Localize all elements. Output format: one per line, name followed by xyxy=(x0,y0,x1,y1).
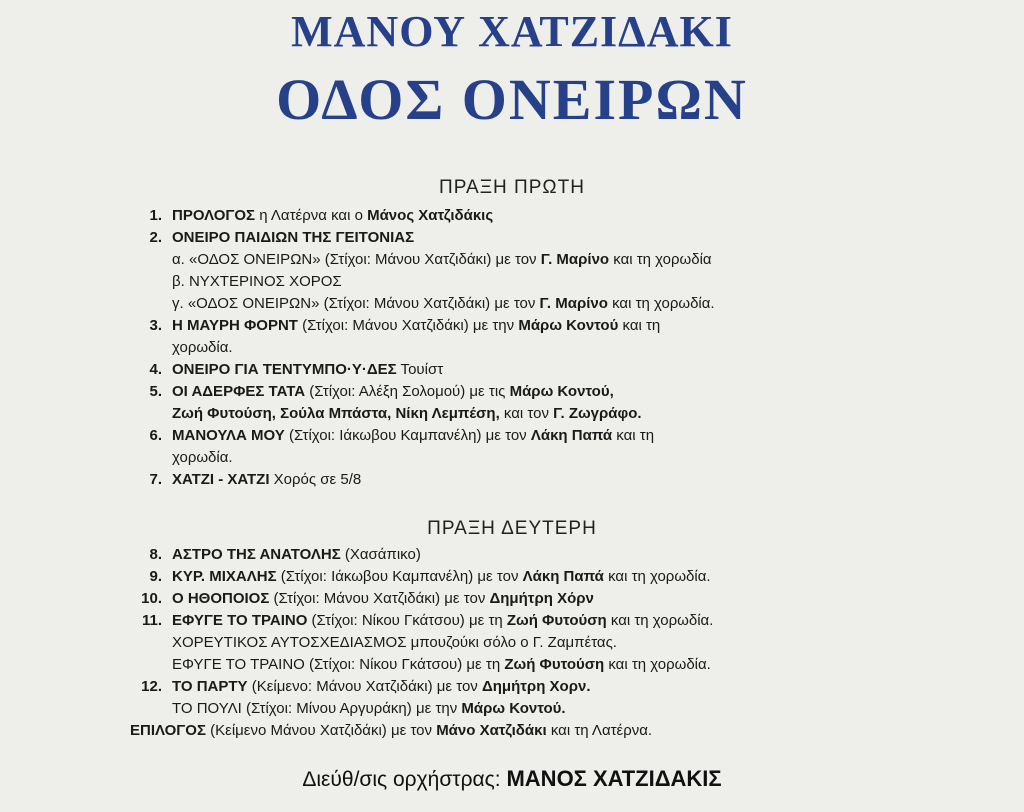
act-one-tracklist xyxy=(0,205,1024,491)
track-number: 5. xyxy=(149,383,162,400)
track-bold-text: Μάνο Χατζιδάκι xyxy=(436,722,547,739)
track-number: 10. xyxy=(141,590,162,607)
track-text xyxy=(172,447,233,469)
track-bold-text: Μάρω Κοντού. xyxy=(461,700,566,717)
track-bold-text: Γ. Μαρίνο xyxy=(539,295,608,312)
track-plain-text: (Χασάπικο) xyxy=(340,546,421,563)
track-line xyxy=(0,425,1024,447)
track-line xyxy=(0,698,1024,720)
track-line xyxy=(0,293,1024,315)
act-two-tracklist xyxy=(0,544,1024,742)
track-text xyxy=(172,403,642,425)
track-number: 7. xyxy=(149,471,162,488)
track-text xyxy=(172,654,711,676)
track-plain-text: (Στίχοι: Μάνου Χατζιδάκι) με την xyxy=(297,317,519,334)
track-plain-text: (Στίχοι: Ιάκωβου Καμπανέλη) με τον xyxy=(276,568,523,585)
track-line xyxy=(0,566,1024,588)
track-bold-text: ΜΑΝΟΥΛΑ ΜΟΥ xyxy=(172,427,285,444)
track-text xyxy=(172,205,493,227)
track-bold-text: Γ. Μαρίνο xyxy=(540,251,610,268)
track-bold-text: Ζωή Φυτούση xyxy=(506,612,607,629)
track-bold-text: ΟΙ ΑΔΕΡΦΕΣ ΤΑΤΑ xyxy=(172,383,306,400)
track-text xyxy=(172,359,443,381)
track-bold-text: Μάρω Κοντού, xyxy=(509,383,614,400)
track-plain-text: και τη χορωδία. xyxy=(606,612,714,629)
track-bold-text: ΟΝΕΙΡΟ ΓΙΑ ΤΕΝΤΥΜΠΟ·Υ·ΔΕΣ xyxy=(172,361,397,378)
track-text xyxy=(172,698,566,720)
track-bold-text: Γ. Ζωγράφο. xyxy=(553,405,642,422)
conductor-label: Διεύθ/σις ορχήστρας: xyxy=(302,768,501,791)
track-bold-text: Ο ΗΘΟΠΟΙΟΣ xyxy=(172,590,270,607)
track-plain-text: Χορός σε 5/8 xyxy=(269,471,362,488)
track-line xyxy=(0,720,1024,742)
track-plain-text: (Στίχοι: Νίκου Γκάτσου) με τη xyxy=(307,612,507,629)
track-text xyxy=(172,337,233,359)
track-bold-text: ΕΠΙΛΟΓΟΣ xyxy=(130,722,206,739)
track-text xyxy=(172,588,594,610)
track-text xyxy=(172,271,342,293)
track-plain-text: και τη xyxy=(618,317,661,334)
track-bold-text: Ζωή Φυτούση, Σούλα Μπάστα, Νίκη Λεμπέση, xyxy=(172,405,500,422)
track-plain-text: χορωδία. xyxy=(172,449,233,466)
track-plain-text: γ. «ΟΔΟΣ ΟΝΕΙΡΩΝ» (Στίχοι: Μάνου Χατζιδάκι) με τον xyxy=(172,295,540,312)
track-plain-text: ΕΦΥΓΕ ΤΟ ΤΡΑΙΝΟ (Στίχοι: Νίκου Γκάτσου) με τη xyxy=(172,656,505,673)
track-line xyxy=(0,632,1024,654)
track-number: 11. xyxy=(141,612,162,629)
track-number: 2. xyxy=(149,229,162,246)
conductor-credit xyxy=(0,766,1024,792)
track-text xyxy=(172,425,654,447)
composer-title: ΜΑΝΟΥ ΧΑΤΖΙΔΑΚΙ xyxy=(291,7,733,56)
track-number: 3. xyxy=(149,317,162,334)
track-number: 4. xyxy=(149,361,162,378)
track-plain-text: (Στίχοι: Ιάκωβου Καμπανέλη) με τον xyxy=(284,427,531,444)
track-text xyxy=(172,249,712,271)
track-text xyxy=(172,544,421,566)
track-line xyxy=(0,249,1024,271)
track-text xyxy=(172,632,617,654)
track-plain-text: (Κείμενο Μάνου Χατζιδάκι) με τον xyxy=(205,722,437,739)
track-text xyxy=(172,469,361,491)
track-line xyxy=(0,315,1024,337)
track-number: 9. xyxy=(149,568,162,585)
track-text xyxy=(172,566,711,588)
track-text xyxy=(172,381,614,403)
track-line xyxy=(0,588,1024,610)
track-line xyxy=(0,271,1024,293)
act-one-heading: ΠΡΑΞΗ ΠΡΩΤΗ xyxy=(439,177,585,198)
track-bold-text: Μάνος Χατζιδάκις xyxy=(367,207,494,224)
track-line xyxy=(0,227,1024,249)
track-text xyxy=(172,227,414,249)
track-line xyxy=(0,610,1024,632)
track-text xyxy=(172,293,715,315)
track-bold-text: Η ΜΑΥΡΗ ΦΟΡΝΤ xyxy=(172,317,298,334)
act-two-heading: ΠΡΑΞΗ ΔΕΥΤΕΡΗ xyxy=(427,518,597,539)
track-line xyxy=(0,403,1024,425)
track-line xyxy=(0,205,1024,227)
track-bold-text: ΟΝΕΙΡΟ ΠΑΙΔΙΩΝ ΤΗΣ ΓΕΙΤΟΝΙΑΣ xyxy=(172,229,415,246)
track-text xyxy=(172,610,713,632)
track-bold-text: ΑΣΤΡΟ ΤΗΣ ΑΝΑΤΟΛΗΣ xyxy=(172,546,341,563)
track-bold-text: ΧΑΤΖΙ - ΧΑΤΖΙ xyxy=(172,471,270,488)
track-text xyxy=(130,720,652,742)
track-number: 1. xyxy=(149,207,162,224)
track-plain-text: ΧΟΡΕΥΤΙΚΟΣ ΑΥΤΟΣΧΕΔΙΑΣΜΟΣ μπουζούκι σόλο ο Γ. Ζαμπέτας. xyxy=(172,634,617,651)
track-line xyxy=(0,447,1024,469)
track-plain-text: (Στίχοι: Μάνου Χατζιδάκι) με τον xyxy=(269,590,490,607)
track-number: 12. xyxy=(141,678,162,695)
track-bold-text: ΚΥΡ. ΜΙΧΑΛΗΣ xyxy=(172,568,277,585)
track-bold-text: Λάκη Παπά xyxy=(522,568,604,585)
track-line xyxy=(0,381,1024,403)
track-line xyxy=(0,676,1024,698)
track-line xyxy=(0,654,1024,676)
track-plain-text: και τον xyxy=(499,405,554,422)
track-line xyxy=(0,337,1024,359)
track-plain-text: και τη χορωδία. xyxy=(603,568,711,585)
track-plain-text: η Λατέρνα και ο xyxy=(255,207,368,224)
track-plain-text: α. «ΟΔΟΣ ΟΝΕΙΡΩΝ» (Στίχοι: Μάνου Χατζιδάκι) με τον xyxy=(172,251,541,268)
track-bold-text: ΤΟ ΠΑΡΤΥ xyxy=(172,678,248,695)
track-plain-text: χορωδία. xyxy=(172,339,233,356)
track-plain-text: και τη χορωδία. xyxy=(604,656,711,673)
track-bold-text: Μάρω Κοντού xyxy=(518,317,619,334)
track-bold-text: ΕΦΥΓΕ ΤΟ ΤΡΑΙΝΟ xyxy=(172,612,308,629)
track-bold-text: ΠΡΟΛΟΓΟΣ xyxy=(172,207,256,224)
track-text xyxy=(172,315,660,337)
conductor-name: ΜΑΝΟΣ ΧΑΤΖΙΔΑΚΙΣ xyxy=(506,766,722,791)
track-number: 6. xyxy=(149,427,162,444)
album-title: ΟΔΟΣ ΟΝΕΙΡΩΝ xyxy=(276,67,748,132)
track-plain-text: και τη xyxy=(612,427,655,444)
track-bold-text: Ζωή Φυτούση xyxy=(504,656,605,673)
track-text xyxy=(172,676,591,698)
track-plain-text: και τη χορωδία. xyxy=(607,295,715,312)
track-bold-text: Λάκη Παπά xyxy=(530,427,613,444)
track-bold-text: Δημήτρη Χόρν xyxy=(489,590,594,607)
track-plain-text: (Κείμενο: Μάνου Χατζιδάκι) με τον xyxy=(247,678,482,695)
track-plain-text: και τη Λατέρνα. xyxy=(546,722,653,739)
track-line xyxy=(0,469,1024,491)
track-plain-text: ΤΟ ΠΟΥΛΙ (Στίχοι: Μίνου Αργυράκη) με την xyxy=(172,700,462,717)
track-bold-text: Δημήτρη Χορν. xyxy=(481,678,591,695)
track-plain-text: (Στίχοι: Αλέξη Σολομού) με τις xyxy=(305,383,510,400)
track-plain-text: και τη χορωδία xyxy=(609,251,712,268)
track-plain-text: β. ΝΥΧΤΕΡΙΝΟΣ ΧΟΡΟΣ xyxy=(172,273,342,290)
track-plain-text: Τουίστ xyxy=(396,361,444,378)
track-number: 8. xyxy=(149,546,162,563)
track-line xyxy=(0,359,1024,381)
track-line xyxy=(0,544,1024,566)
